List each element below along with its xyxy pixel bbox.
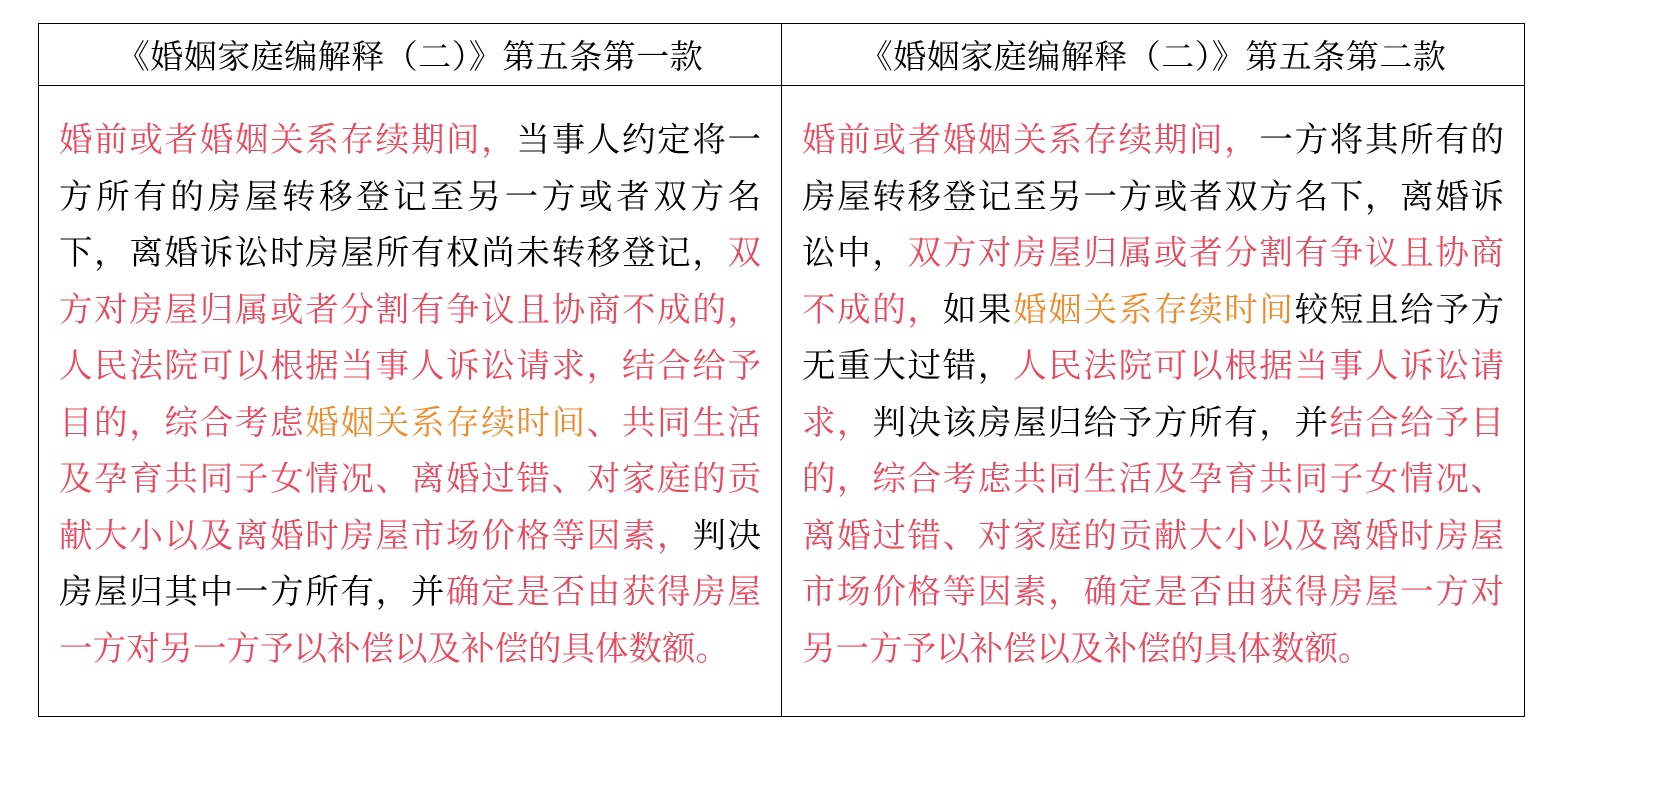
header-article-5-para-2: 《婚姻家庭编解释（二）》第五条第二款 bbox=[782, 24, 1525, 86]
content-row bbox=[39, 86, 1525, 717]
para-2-segment: 婚前或者婚姻关系存续期间， bbox=[802, 120, 1260, 159]
header-article-5-para-1: 《婚姻家庭编解释（二）》第五条第一款 bbox=[39, 24, 782, 86]
para-2-segment: 一方将其所有的房屋转移登记至另一方或者双方名下，离婚诉讼中， bbox=[802, 120, 1505, 272]
para-1-segment: 、共同生活及孕育共同子女情况、离婚过错、对家庭的贡献大小以及离婚时房屋市场价格等因素， bbox=[59, 402, 762, 555]
para-1-segment: 判决房屋归其中一方所有，并 bbox=[59, 515, 762, 611]
para-1-segment: 当事人约定将一方所有的房屋转移登记至另一方或者双方名下，离婚诉讼时房屋所有权尚未转移登记， bbox=[59, 120, 762, 272]
cell-para-1 bbox=[39, 86, 782, 717]
para-1-segment: 双方对房屋归属或者分割有争议且协商不成的，人民法院可以根据当事人诉讼请求，结合给予目的，综合考虑 bbox=[59, 233, 761, 442]
comparison-table bbox=[38, 23, 1525, 717]
para-1-segment: 确定是否由获得房屋一方对另一方予以补偿以及补偿的具体数额。 bbox=[59, 572, 762, 668]
cell-para-2 bbox=[782, 86, 1525, 717]
para-2-segment: 较短且给予方无重大过错， bbox=[802, 289, 1505, 385]
para-1-text bbox=[39, 86, 781, 677]
para-2-segment: 婚姻关系存续时间 bbox=[1013, 289, 1295, 329]
para-2-segment: 人民法院可以根据当事人诉讼请求， bbox=[802, 346, 1505, 442]
para-1-segment: 婚前或者婚姻关系存续期间， bbox=[59, 120, 517, 159]
para-1-segment: 婚姻关系存续时间 bbox=[305, 402, 587, 442]
header-row bbox=[39, 24, 1525, 86]
para-2-segment: 结合给予目的，综合考虑共同生活及孕育共同子女情况、离婚过错、对家庭的贡献大小以及离婚时房屋市场价格等因素，确定是否由获得房屋一方对另一方予以补偿以及补偿的具体数额。 bbox=[802, 402, 1505, 668]
para-2-segment: 判决该房屋归给予方所有，并 bbox=[872, 402, 1330, 442]
para-2-segment: 双方对房屋归属或者分割有争议且协商不成的， bbox=[802, 233, 1505, 329]
para-2-segment: 如果 bbox=[942, 289, 1014, 329]
para-2-text bbox=[782, 86, 1524, 677]
